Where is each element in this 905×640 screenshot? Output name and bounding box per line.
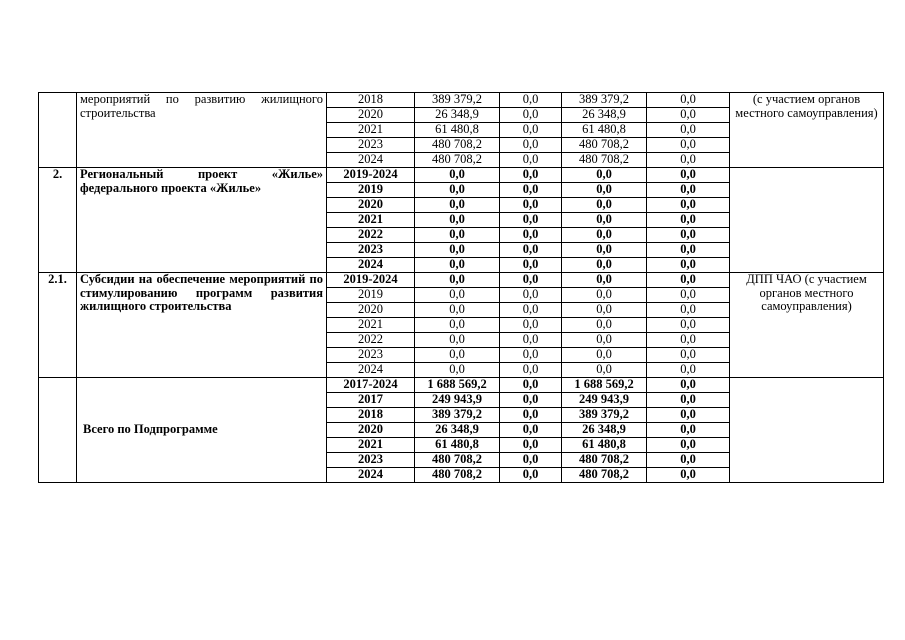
total-cell: 26 348,9 <box>415 108 500 123</box>
regional-budget-cell: 0,0 <box>562 258 647 273</box>
year-cell: 2020 <box>327 303 415 318</box>
year-cell: 2017-2024 <box>327 378 415 393</box>
total-cell: 389 379,2 <box>415 93 500 108</box>
regional-budget-cell: 0,0 <box>562 273 647 288</box>
regional-budget-cell: 0,0 <box>562 168 647 183</box>
total-cell: 0,0 <box>415 363 500 378</box>
year-cell: 2023 <box>327 453 415 468</box>
federal-budget-cell: 0,0 <box>500 468 562 483</box>
year-cell: 2019-2024 <box>327 273 415 288</box>
federal-budget-cell: 0,0 <box>500 228 562 243</box>
federal-budget-cell: 0,0 <box>500 438 562 453</box>
year-cell: 2024 <box>327 153 415 168</box>
total-cell: 61 480,8 <box>415 438 500 453</box>
regional-budget-cell: 0,0 <box>562 243 647 258</box>
year-cell: 2018 <box>327 408 415 423</box>
local-budget-cell: 0,0 <box>647 348 730 363</box>
local-budget-cell: 0,0 <box>647 468 730 483</box>
local-budget-cell: 0,0 <box>647 198 730 213</box>
total-cell: 0,0 <box>415 318 500 333</box>
total-cell: 0,0 <box>415 303 500 318</box>
local-budget-cell: 0,0 <box>647 288 730 303</box>
regional-budget-cell: 0,0 <box>562 198 647 213</box>
federal-budget-cell: 0,0 <box>500 303 562 318</box>
regional-budget-cell: 26 348,9 <box>562 108 647 123</box>
year-cell: 2021 <box>327 318 415 333</box>
total-cell: 0,0 <box>415 243 500 258</box>
total-cell: 0,0 <box>415 213 500 228</box>
section-number: 2. <box>39 168 77 273</box>
local-budget-cell: 0,0 <box>647 108 730 123</box>
regional-budget-cell: 0,0 <box>562 348 647 363</box>
local-budget-cell: 0,0 <box>647 378 730 393</box>
responsible-executor: (с участием органов местного самоуправления) <box>730 93 884 168</box>
regional-budget-cell: 0,0 <box>562 318 647 333</box>
local-budget-cell: 0,0 <box>647 228 730 243</box>
local-budget-cell: 0,0 <box>647 333 730 348</box>
total-cell: 0,0 <box>415 183 500 198</box>
year-cell: 2021 <box>327 213 415 228</box>
year-cell: 2020 <box>327 423 415 438</box>
table-row <box>39 93 884 108</box>
regional-budget-cell: 480 708,2 <box>562 153 647 168</box>
budget-table <box>38 92 884 483</box>
total-cell: 0,0 <box>415 333 500 348</box>
total-cell: 61 480,8 <box>415 123 500 138</box>
local-budget-cell: 0,0 <box>647 438 730 453</box>
year-cell: 2024 <box>327 363 415 378</box>
federal-budget-cell: 0,0 <box>500 318 562 333</box>
regional-budget-cell: 480 708,2 <box>562 468 647 483</box>
year-cell: 2018 <box>327 93 415 108</box>
total-cell: 480 708,2 <box>415 153 500 168</box>
federal-budget-cell: 0,0 <box>500 363 562 378</box>
section-number: 2.1. <box>39 273 77 378</box>
year-cell: 2019-2024 <box>327 168 415 183</box>
regional-budget-cell: 26 348,9 <box>562 423 647 438</box>
table-row <box>39 168 884 183</box>
federal-budget-cell: 0,0 <box>500 258 562 273</box>
regional-budget-cell: 61 480,8 <box>562 123 647 138</box>
regional-budget-cell: 0,0 <box>562 333 647 348</box>
year-cell: 2020 <box>327 108 415 123</box>
federal-budget-cell: 0,0 <box>500 333 562 348</box>
section-number <box>39 93 77 168</box>
federal-budget-cell: 0,0 <box>500 393 562 408</box>
section-name: Региональный проект «Жилье» федерального проекта «Жилье» <box>77 168 327 273</box>
federal-budget-cell: 0,0 <box>500 138 562 153</box>
local-budget-cell: 0,0 <box>647 393 730 408</box>
year-cell: 2019 <box>327 183 415 198</box>
year-cell: 2022 <box>327 228 415 243</box>
federal-budget-cell: 0,0 <box>500 453 562 468</box>
local-budget-cell: 0,0 <box>647 183 730 198</box>
total-cell: 480 708,2 <box>415 453 500 468</box>
year-cell: 2024 <box>327 468 415 483</box>
year-cell: 2019 <box>327 288 415 303</box>
total-cell: 0,0 <box>415 198 500 213</box>
federal-budget-cell: 0,0 <box>500 348 562 363</box>
regional-budget-cell: 389 379,2 <box>562 408 647 423</box>
responsible-executor <box>730 168 884 273</box>
regional-budget-cell: 0,0 <box>562 228 647 243</box>
regional-budget-cell: 0,0 <box>562 363 647 378</box>
local-budget-cell: 0,0 <box>647 318 730 333</box>
regional-budget-cell: 1 688 569,2 <box>562 378 647 393</box>
regional-budget-cell: 480 708,2 <box>562 453 647 468</box>
total-cell: 0,0 <box>415 228 500 243</box>
total-cell: 0,0 <box>415 288 500 303</box>
local-budget-cell: 0,0 <box>647 138 730 153</box>
total-cell: 26 348,9 <box>415 423 500 438</box>
federal-budget-cell: 0,0 <box>500 378 562 393</box>
total-cell: 480 708,2 <box>415 138 500 153</box>
local-budget-cell: 0,0 <box>647 93 730 108</box>
year-cell: 2024 <box>327 258 415 273</box>
section-total-label: Всего по Подпрограмме <box>77 378 327 483</box>
year-cell: 2017 <box>327 393 415 408</box>
year-cell: 2023 <box>327 348 415 363</box>
local-budget-cell: 0,0 <box>647 123 730 138</box>
federal-budget-cell: 0,0 <box>500 108 562 123</box>
responsible-executor <box>730 378 884 483</box>
federal-budget-cell: 0,0 <box>500 213 562 228</box>
regional-budget-cell: 0,0 <box>562 303 647 318</box>
regional-budget-cell: 480 708,2 <box>562 138 647 153</box>
local-budget-cell: 0,0 <box>647 363 730 378</box>
table-row <box>39 273 884 288</box>
table-row <box>39 378 884 393</box>
federal-budget-cell: 0,0 <box>500 243 562 258</box>
federal-budget-cell: 0,0 <box>500 408 562 423</box>
local-budget-cell: 0,0 <box>647 213 730 228</box>
federal-budget-cell: 0,0 <box>500 123 562 138</box>
local-budget-cell: 0,0 <box>647 453 730 468</box>
federal-budget-cell: 0,0 <box>500 288 562 303</box>
local-budget-cell: 0,0 <box>647 168 730 183</box>
total-cell: 480 708,2 <box>415 468 500 483</box>
federal-budget-cell: 0,0 <box>500 273 562 288</box>
year-cell: 2021 <box>327 438 415 453</box>
local-budget-cell: 0,0 <box>647 303 730 318</box>
local-budget-cell: 0,0 <box>647 423 730 438</box>
local-budget-cell: 0,0 <box>647 408 730 423</box>
year-cell: 2023 <box>327 138 415 153</box>
total-cell: 249 943,9 <box>415 393 500 408</box>
local-budget-cell: 0,0 <box>647 258 730 273</box>
section-name: Субсидии на обеспечение мероприятий по стимулированию программ развития жилищного строительства <box>77 273 327 378</box>
local-budget-cell: 0,0 <box>647 273 730 288</box>
year-cell: 2021 <box>327 123 415 138</box>
regional-budget-cell: 389 379,2 <box>562 93 647 108</box>
total-cell: 389 379,2 <box>415 408 500 423</box>
federal-budget-cell: 0,0 <box>500 168 562 183</box>
federal-budget-cell: 0,0 <box>500 198 562 213</box>
regional-budget-cell: 249 943,9 <box>562 393 647 408</box>
regional-budget-cell: 0,0 <box>562 183 647 198</box>
local-budget-cell: 0,0 <box>647 243 730 258</box>
year-cell: 2023 <box>327 243 415 258</box>
year-cell: 2022 <box>327 333 415 348</box>
regional-budget-cell: 0,0 <box>562 288 647 303</box>
total-cell: 1 688 569,2 <box>415 378 500 393</box>
local-budget-cell: 0,0 <box>647 153 730 168</box>
regional-budget-cell: 0,0 <box>562 213 647 228</box>
regional-budget-cell: 61 480,8 <box>562 438 647 453</box>
year-cell: 2020 <box>327 198 415 213</box>
federal-budget-cell: 0,0 <box>500 423 562 438</box>
total-cell: 0,0 <box>415 348 500 363</box>
responsible-executor: ДПП ЧАО (с участием органов местного самоуправления) <box>730 273 884 378</box>
total-cell: 0,0 <box>415 168 500 183</box>
federal-budget-cell: 0,0 <box>500 93 562 108</box>
table-body <box>39 93 884 483</box>
federal-budget-cell: 0,0 <box>500 183 562 198</box>
section-name: мероприятий по развитию жилищного строительства <box>77 93 327 168</box>
total-cell: 0,0 <box>415 273 500 288</box>
row-number-cell <box>39 378 77 483</box>
total-cell: 0,0 <box>415 258 500 273</box>
federal-budget-cell: 0,0 <box>500 153 562 168</box>
